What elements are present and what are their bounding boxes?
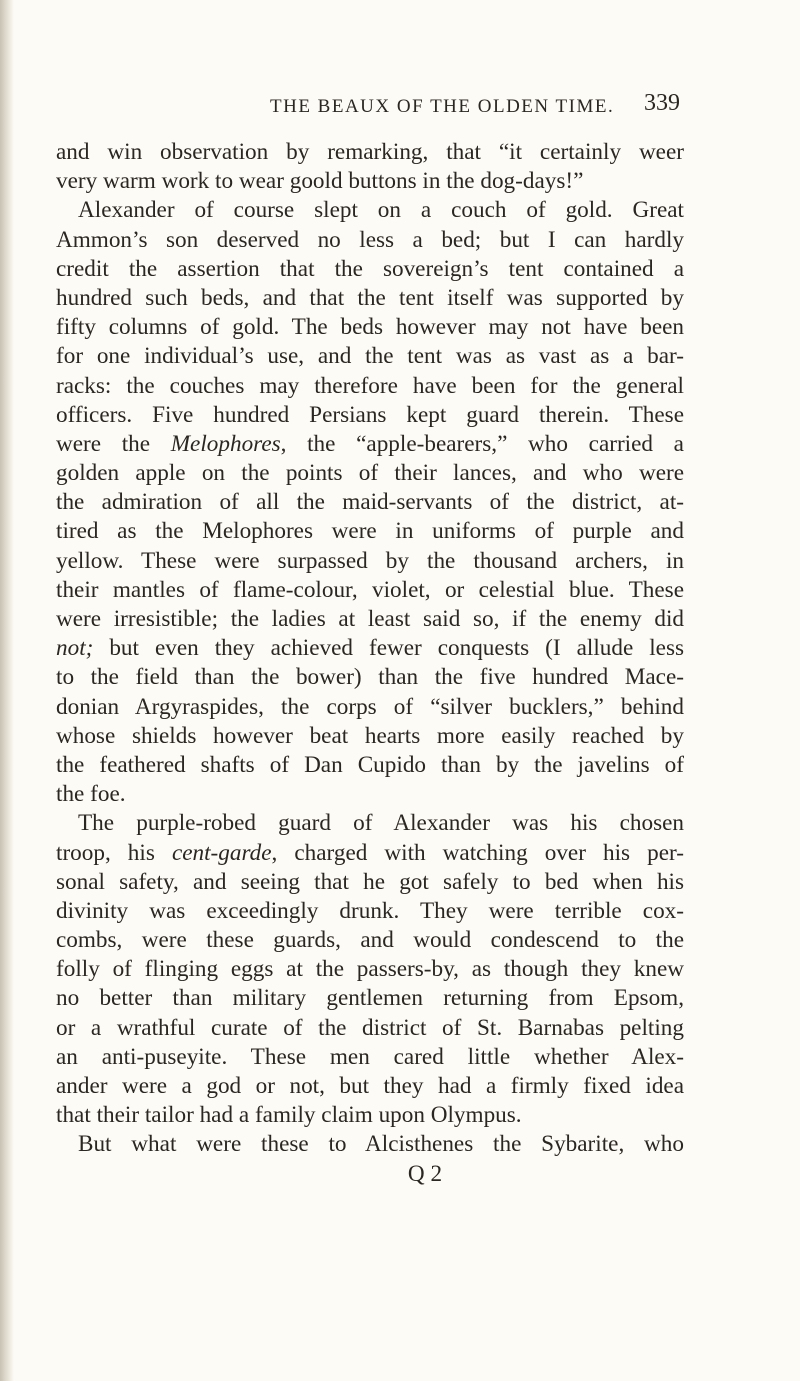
text-line: combs, were these guards, and would condescend to the <box>56 927 684 954</box>
text-line: tired as the Melophores were in uniforms of purple and <box>56 518 684 545</box>
text-line: Ammon’s son deserved no less a bed; but I can hardly <box>56 226 684 253</box>
text-line: not; but even they achieved fewer conquests (I allude less <box>56 635 684 662</box>
body-text <box>56 138 684 1189</box>
text-line: But what were these to Alcisthenes the Sybarite, who <box>78 1131 684 1158</box>
text-line: hundred such beds, and that the tent itself was supported by <box>56 284 684 311</box>
text-line: very warm work to wear goold buttons in the dog-days!” <box>56 168 584 195</box>
italic-term: not; <box>56 635 94 662</box>
text-line: golden apple on the points of their lances, and who were <box>56 460 684 487</box>
text-line: sonal safety, and seeing that he got safely to bed when his <box>56 868 684 895</box>
text-line: credit the assertion that the sovereign’s tent contained a <box>56 255 684 282</box>
text-line: an anti-puseyite. These men cared little whether Alex- <box>56 1043 684 1070</box>
text-line: whose shields however beat hearts more easily reached by <box>56 722 684 749</box>
text-line: Alexander of course slept on a couch of gold. Great <box>78 197 684 224</box>
text-line: folly of flinging eggs at the passers-by, as though they knew <box>56 956 684 983</box>
text-line: the feathered shafts of Dan Cupido than by the javelins of <box>56 751 684 778</box>
page-edge-shadow <box>0 0 14 1381</box>
text-line: fifty columns of gold. The beds however may not have been <box>56 314 684 341</box>
italic-term: cent-garde <box>171 839 272 866</box>
text-line: officers. Five hundred Persians kept guard therein. These <box>56 401 684 428</box>
text-line: racks: the couches may therefore have been for the general <box>56 372 684 399</box>
text-line: yellow. These were surpassed by the thousand archers, in <box>56 547 684 574</box>
page-header <box>270 90 680 118</box>
text-line: ander were a god or not, but they had a firmly fixed idea <box>56 1073 684 1099</box>
text-line: no better than military gentlemen returning from Epsom, <box>56 985 684 1012</box>
text-line: that their tailor had a family claim upon Olympus. <box>56 1102 522 1129</box>
signature-mark: Q 2 <box>407 1160 443 1187</box>
text-line: divinity was exceedingly drunk. They were terrible cox- <box>56 897 684 924</box>
text-line: and win observation by remarking, that “it certainly weer <box>56 139 684 165</box>
page-number: 339 <box>644 90 680 116</box>
text-line: troop, his cent-garde, charged with watching over his per- <box>56 839 684 866</box>
text-line: their mantles of flame-colour, violet, or celestial blue. These <box>56 576 684 603</box>
text-line: the admiration of all the maid-servants of the district, at- <box>56 489 684 516</box>
text-line: to the field than the bower) than the five hundred Mace- <box>56 664 684 691</box>
text-line: for one individual’s use, and the tent was as vast as a bar- <box>56 343 684 370</box>
text-line: were the Melophores, the “apple-bearers,” who carried a <box>56 430 684 457</box>
text-line: The purple-robed guard of Alexander was his chosen <box>78 810 684 837</box>
italic-term: Melophores <box>170 430 281 457</box>
text-line: donian Argyraspides, the corps of “silver bucklers,” behind <box>56 693 684 720</box>
running-head: THE BEAUX OF THE OLDEN TIME. <box>270 96 615 117</box>
text-line: were irresistible; the ladies at least said so, if the enemy did <box>56 606 684 632</box>
text-line: or a wrathful curate of the district of St. Barnabas pelting <box>56 1014 684 1041</box>
text-line: the foe. <box>56 781 126 808</box>
